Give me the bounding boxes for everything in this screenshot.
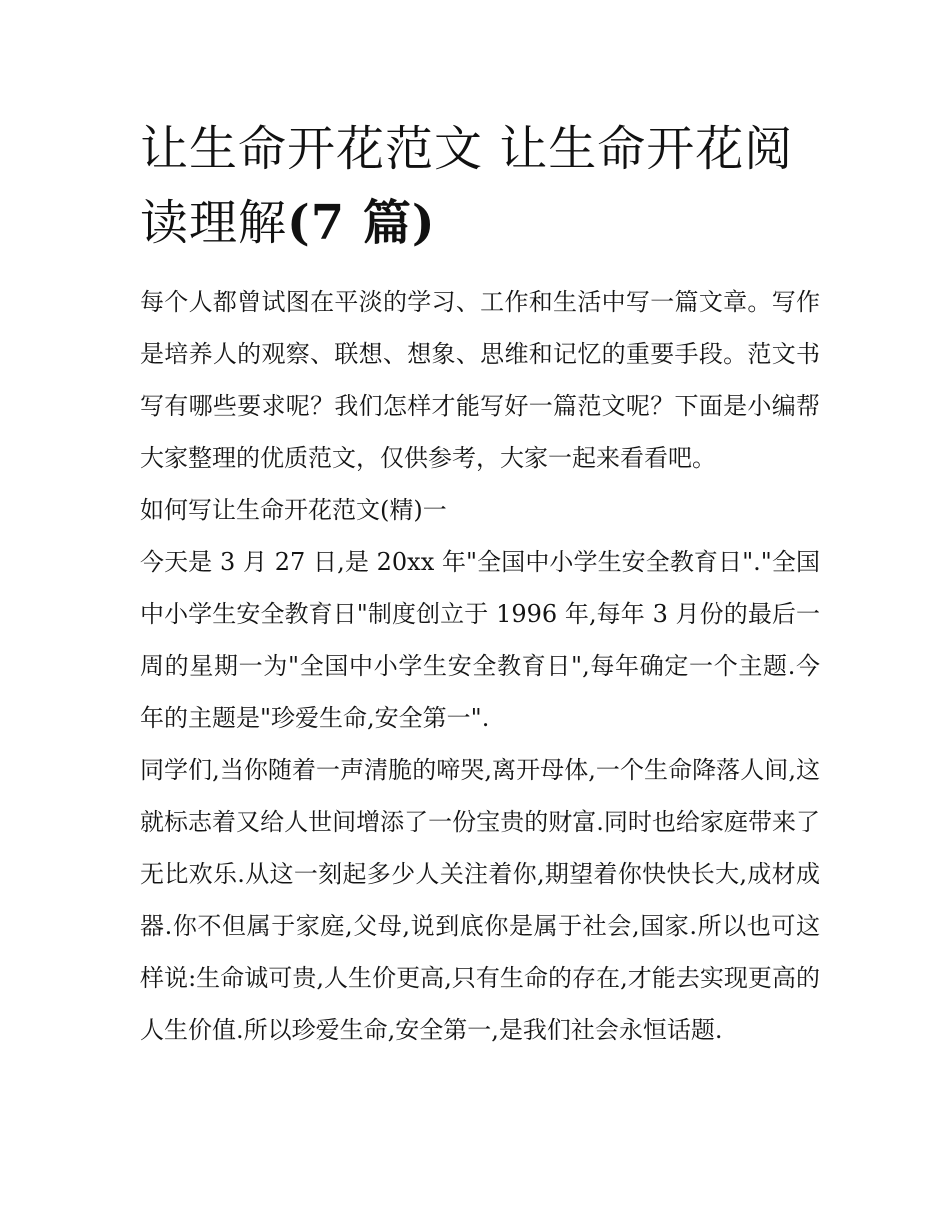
document-page: [140, 112, 820, 1056]
document-body: [140, 276, 820, 1056]
intro-paragraph: 每个人都曾试图在平淡的学习、工作和生活中写一篇文章。写作是培养人的观察、联想、想象、思维和记忆的重要手段。范文书写有哪些要求呢？我们怎样才能写好一篇范文呢？下面是小编帮大家整理的优质范文，仅供参考，大家一起来看看吧。: [140, 288, 820, 472]
section-heading: 如何写让生命开花范文(精)一: [140, 496, 447, 524]
title-suffix: (7 篇): [287, 195, 436, 251]
title-main: 让生命开花范文 让生命开花阅读理解: [140, 121, 794, 251]
document-title: [140, 112, 820, 260]
body-paragraph: 今天是 3 月 27 日,是 20xx 年"全国中小学生安全教育日"."全国中小学生安全教育日"制度创立于 1996 年,每年 3 月份的最后一周的星期一为"全国中小学生安全教育日",每年确定一个主题.今年的主题是"珍爱生命,安全第一".: [140, 548, 820, 732]
body-paragraph: 同学们,当你随着一声清脆的啼哭,离开母体,一个生命降落人间,这就标志着又给人世间增添了一份宝贵的财富.同时也给家庭带来了无比欢乐.从这一刻起多少人关注着你,期望着你快快长大,成材成器.你不但属于家庭,父母,说到底你是属于社会,国家.所以也可这样说:生命诚可贵,人生价更高,只有生命的存在,才能去实现更高的人生价值.所以珍爱生命,安全第一,是我们社会永恒话题.: [140, 756, 820, 1044]
